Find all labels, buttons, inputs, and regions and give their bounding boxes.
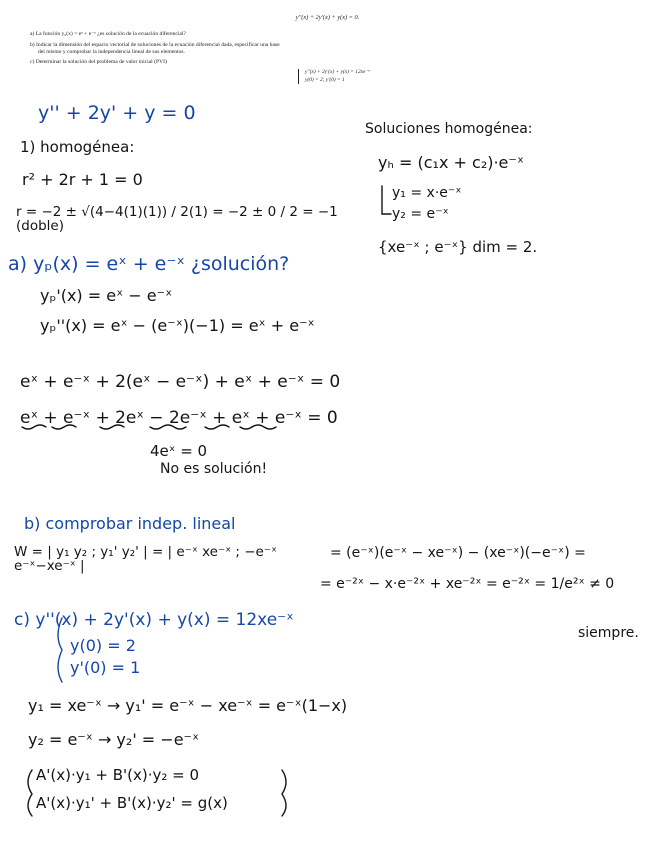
note-c-y1-derivative: y₁ = xe⁻ˣ → y₁' = e⁻ˣ − xe⁻ˣ = e⁻ˣ(1−x): [28, 696, 348, 715]
note-roots: r = −2 ± √(4−4(1)(1)) / 2(1) = −2 ± 0 / 2 = −1 (doble): [16, 204, 338, 234]
note-y1: y₁ = x·e⁻ˣ: [392, 185, 462, 201]
tree-connector-stroke: [382, 186, 391, 214]
note-wronskian-matrix: W = | y₁ y₂ ; y₁' y₂' | = | e⁻ˣ xe⁻ˣ ; −e⁻ˣ e⁻ˣ−xe⁻ˣ |: [14, 544, 277, 574]
note-base-dimension: {xe⁻ˣ ; e⁻ˣ} dim = 2.: [378, 238, 538, 256]
squiggle-underline-5: [205, 425, 229, 429]
printed-equation: y''(x) + 2y'(x) + y(x) = 0.: [295, 14, 360, 21]
note-wronskian-always: siempre.: [578, 625, 639, 641]
squiggle-underline-6: [240, 425, 276, 429]
note-a-second-derivative: yₚ''(x) = eˣ − (e⁻ˣ)(−1) = eˣ + e⁻ˣ: [40, 316, 315, 335]
note-a-first-derivative: yₚ'(x) = eˣ − e⁻ˣ: [40, 286, 173, 305]
note-y2: y₂ = e⁻ˣ: [392, 206, 449, 222]
pvi-brace: [58, 618, 62, 682]
note-part-b-title: b) comprobar indep. lineal: [24, 514, 236, 533]
note-yh: yₕ = (c₁x + c₂)·e⁻ˣ: [378, 153, 524, 172]
note-a-result: 4eˣ = 0: [150, 442, 208, 460]
note-part-c-equation: c) y''(x) + 2y'(x) + y(x) = 12xe⁻ˣ: [14, 610, 294, 630]
note-a-substitution: eˣ + e⁻ˣ + 2(eˣ − e⁻ˣ) + eˣ + e⁻ˣ = 0: [20, 372, 341, 392]
printed-item-b-line1: b) Indicar la dimensión del espacio vectorial de soluciones de la ecuación diferencial dada, especificar una base: [30, 42, 280, 48]
system-right-brace: [282, 770, 286, 816]
note-part-a-title: a) yₚ(x) = eˣ + e⁻ˣ ¿solución?: [8, 253, 290, 275]
note-a-expanded: eˣ + e⁻ˣ + 2eˣ − 2e⁻ˣ + eˣ + e⁻ˣ = 0: [20, 408, 338, 428]
note-title-equation: y'' + 2y' + y = 0: [38, 102, 196, 124]
note-homogeneous-solutions-title: Soluciones homogénea:: [365, 121, 533, 137]
system-left-brace: [28, 770, 32, 816]
squiggle-underline-4: [150, 425, 186, 429]
printed-item-b-line2: del mismo y comprobar la independencia lineal de sus elementos.: [38, 49, 185, 55]
note-c-y2-derivative: y₂ = e⁻ˣ → y₂' = −e⁻ˣ: [28, 730, 200, 749]
note-wronskian-expansion: = (e⁻ˣ)(e⁻ˣ − xe⁻ˣ) − (xe⁻ˣ)(−e⁻ˣ) =: [330, 545, 586, 561]
note-c-initial-yprime: y'(0) = 1: [70, 658, 141, 677]
printed-item-c: c) Determinar la solución del problema de valor inicial (PVI): [30, 59, 167, 65]
printed-item-a: a) La función y₀(x) = eˣ + e⁻ˣ ¿es solución de la ecuación diferencial?: [30, 31, 186, 37]
note-characteristic-equation: r² + 2r + 1 = 0: [22, 170, 143, 189]
printed-pvi-line2: y(0) = 2; y'(0) = 1: [305, 76, 345, 83]
note-homogeneous-label: 1) homogénea:: [20, 138, 135, 156]
note-c-system-eq1: A'(x)·y₁ + B'(x)·y₂ = 0: [36, 766, 200, 784]
note-c-system-eq2: A'(x)·y₁' + B'(x)·y₂' = g(x): [36, 794, 228, 812]
note-wronskian-result: = e⁻²ˣ − x·e⁻²ˣ + xe⁻²ˣ = e⁻²ˣ = 1/e²ˣ ≠ 0: [320, 576, 615, 592]
squiggle-underline-3: [100, 425, 124, 429]
printed-pvi-line1: y''(x) + 2y'(x) + y(x) = 12xe⁻ˣ: [305, 69, 370, 75]
note-a-conclusion: No es solución!: [160, 461, 268, 477]
squiggle-underline-1: [22, 425, 46, 429]
squiggle-underline-2: [52, 425, 76, 429]
note-c-initial-y: y(0) = 2: [70, 636, 136, 655]
